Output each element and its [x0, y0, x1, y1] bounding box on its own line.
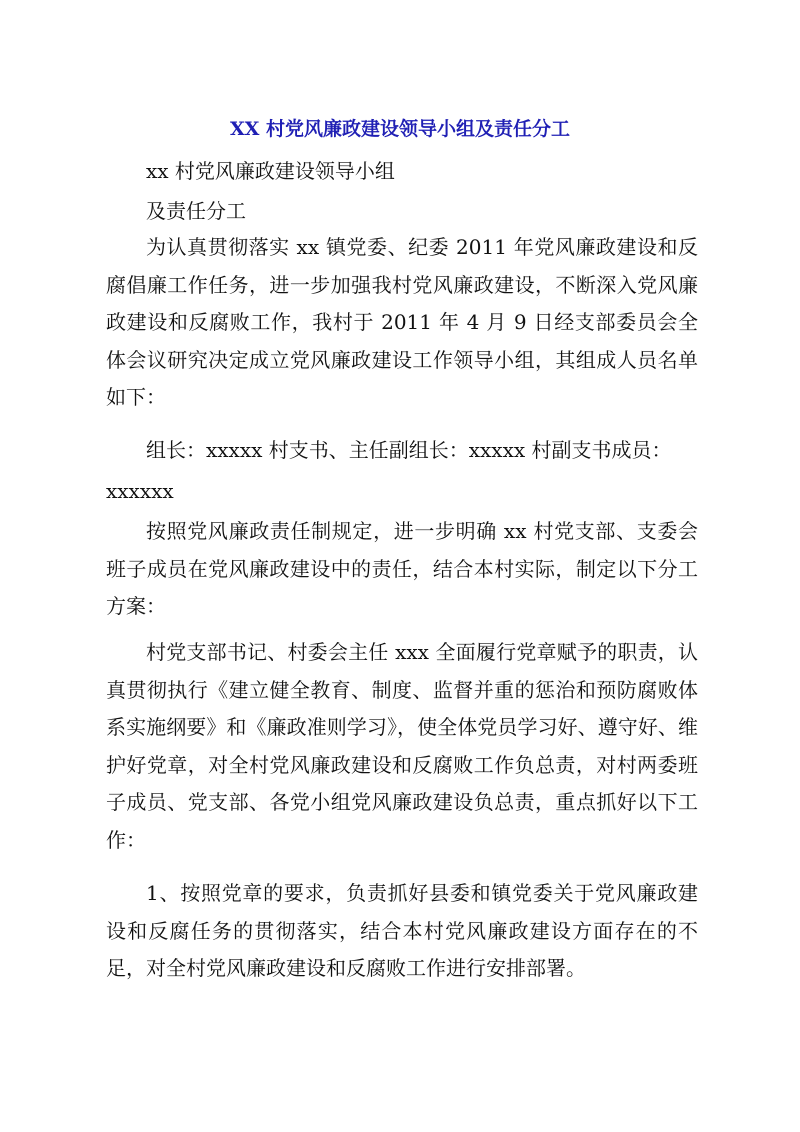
document-title: XX 村党风廉政建设领导小组及责任分工 [229, 118, 571, 140]
paragraph-text: 为认真贯彻落实 xx 镇党委、纪委 2011 年党风廉政建设和反腐倡廉工作任务，进一步加强我村党风廉政建设，不断深入党风廉政建设和反腐败工作，我村于 2011 年 4 月 9 日经支部委员会全体会议研究决定成立党风廉政建设工作领导小组，其组成人员名单如下： [106, 235, 698, 409]
subtitle-line-2: 及责任分工 [146, 199, 246, 223]
paragraph-item-1 [106, 875, 698, 988]
paragraph-secretary [106, 634, 698, 859]
paragraph-text: 按照党风廉政责任制规定，进一步明确 xx 村党支部、支委会班子成员在党风廉政建设中的责任，结合本村实际，制定以下分工方案： [106, 519, 698, 618]
paragraph-text: 1、按照党章的要求，负责抓好县委和镇党委关于党风廉政建设和反腐任务的贯彻落实，结合本村党风廉政建设方面存在的不足，对全村党风廉政建设和反腐败工作进行安排部署。 [106, 881, 698, 980]
paragraph-members [106, 432, 698, 470]
paragraph-intro [106, 229, 698, 417]
paragraph-text: 村党支部书记、村委会主任 xxx 全面履行党章赋予的职责，认真贯彻执行《建立健全教育、制度、监督并重的惩治和预防腐败体系实施纲要》和《廉政准则学习》，使全体党员学习好、遵守好、维护好党章，对全村党风廉政建设和反腐败工作负总责，对村两委班子成员、党支部、各党小组党风廉政建设负总责，重点抓好以下工作： [106, 640, 698, 852]
paragraph-responsibility [106, 513, 698, 626]
paragraph-text: xxxxxx [106, 479, 174, 503]
paragraph-members-continued [106, 473, 698, 511]
paragraph-text: 组长：xxxxx 村支书、主任副组长：xxxxx 村副支书成员： [146, 438, 672, 462]
subtitle-line-1: xx 村党风廉政建设领导小组 [146, 159, 395, 183]
